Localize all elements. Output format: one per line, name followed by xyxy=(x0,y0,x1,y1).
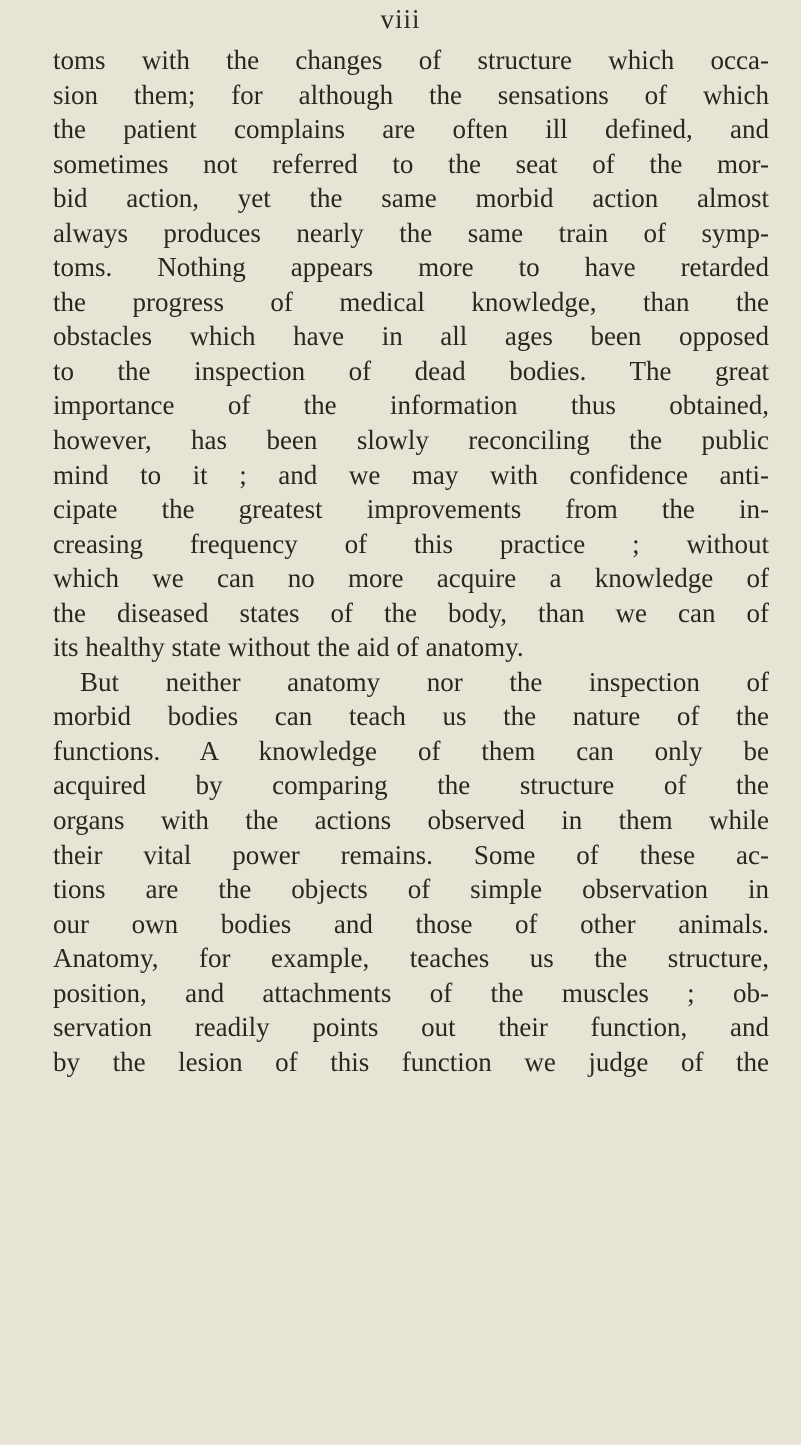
text-line: which we can no more acquire a knowledge of xyxy=(53,563,769,594)
text-line: tions are the objects of simple observation in xyxy=(53,874,769,905)
text-line: servation readily points out their function, and xyxy=(53,1012,769,1043)
text-line: sometimes not referred to the seat of the mor- xyxy=(53,148,769,179)
text-line: functions. A knowledge of them can only be xyxy=(53,735,769,766)
text-line: to the inspection of dead bodies. The great xyxy=(53,355,769,386)
text-line: always produces nearly the same train of symp- xyxy=(53,217,769,248)
text-line: acquired by comparing the structure of the xyxy=(53,770,769,801)
text-line: creasing frequency of this practice ; without xyxy=(53,528,769,559)
text-line: its healthy state without the aid of anatomy. xyxy=(53,632,524,663)
page-number: viii xyxy=(380,4,421,34)
text-line: morbid bodies can teach us the nature of the xyxy=(53,701,769,732)
text-line: mind to it ; and we may with confidence anti- xyxy=(53,459,769,490)
body-text xyxy=(53,43,769,1079)
text-line: toms. Nothing appears more to have retarded xyxy=(53,252,769,283)
text-line: sion them; for although the sensations of which xyxy=(53,79,769,110)
text-line: toms with the changes of structure which occa- xyxy=(53,45,769,75)
paragraph-2 xyxy=(53,665,769,1080)
text-line: Anatomy, for example, teaches us the structure, xyxy=(53,943,769,974)
text-line: the progress of medical knowledge, than the xyxy=(53,286,769,317)
text-line: position, and attachments of the muscles ; ob- xyxy=(53,977,769,1008)
text-line: by the lesion of this function we judge of the xyxy=(53,1046,769,1077)
text-line: importance of the information thus obtained, xyxy=(53,390,769,421)
text-line: their vital power remains. Some of these ac- xyxy=(53,839,769,870)
text-line: the patient complains are often ill defined, and xyxy=(53,114,769,145)
text-line: But neither anatomy nor the inspection of xyxy=(80,666,769,697)
text-line: bid action, yet the same morbid action almost xyxy=(53,183,769,214)
text-line: however, has been slowly reconciling the public xyxy=(53,425,769,456)
paragraph-1 xyxy=(53,43,769,665)
text-line: organs with the actions observed in them while xyxy=(53,805,769,836)
text-line: obstacles which have in all ages been opposed xyxy=(53,321,769,352)
text-line: cipate the greatest improvements from the in- xyxy=(53,494,769,525)
text-line: our own bodies and those of other animals. xyxy=(53,908,769,939)
text-line: the diseased states of the body, than we can of xyxy=(53,597,769,628)
